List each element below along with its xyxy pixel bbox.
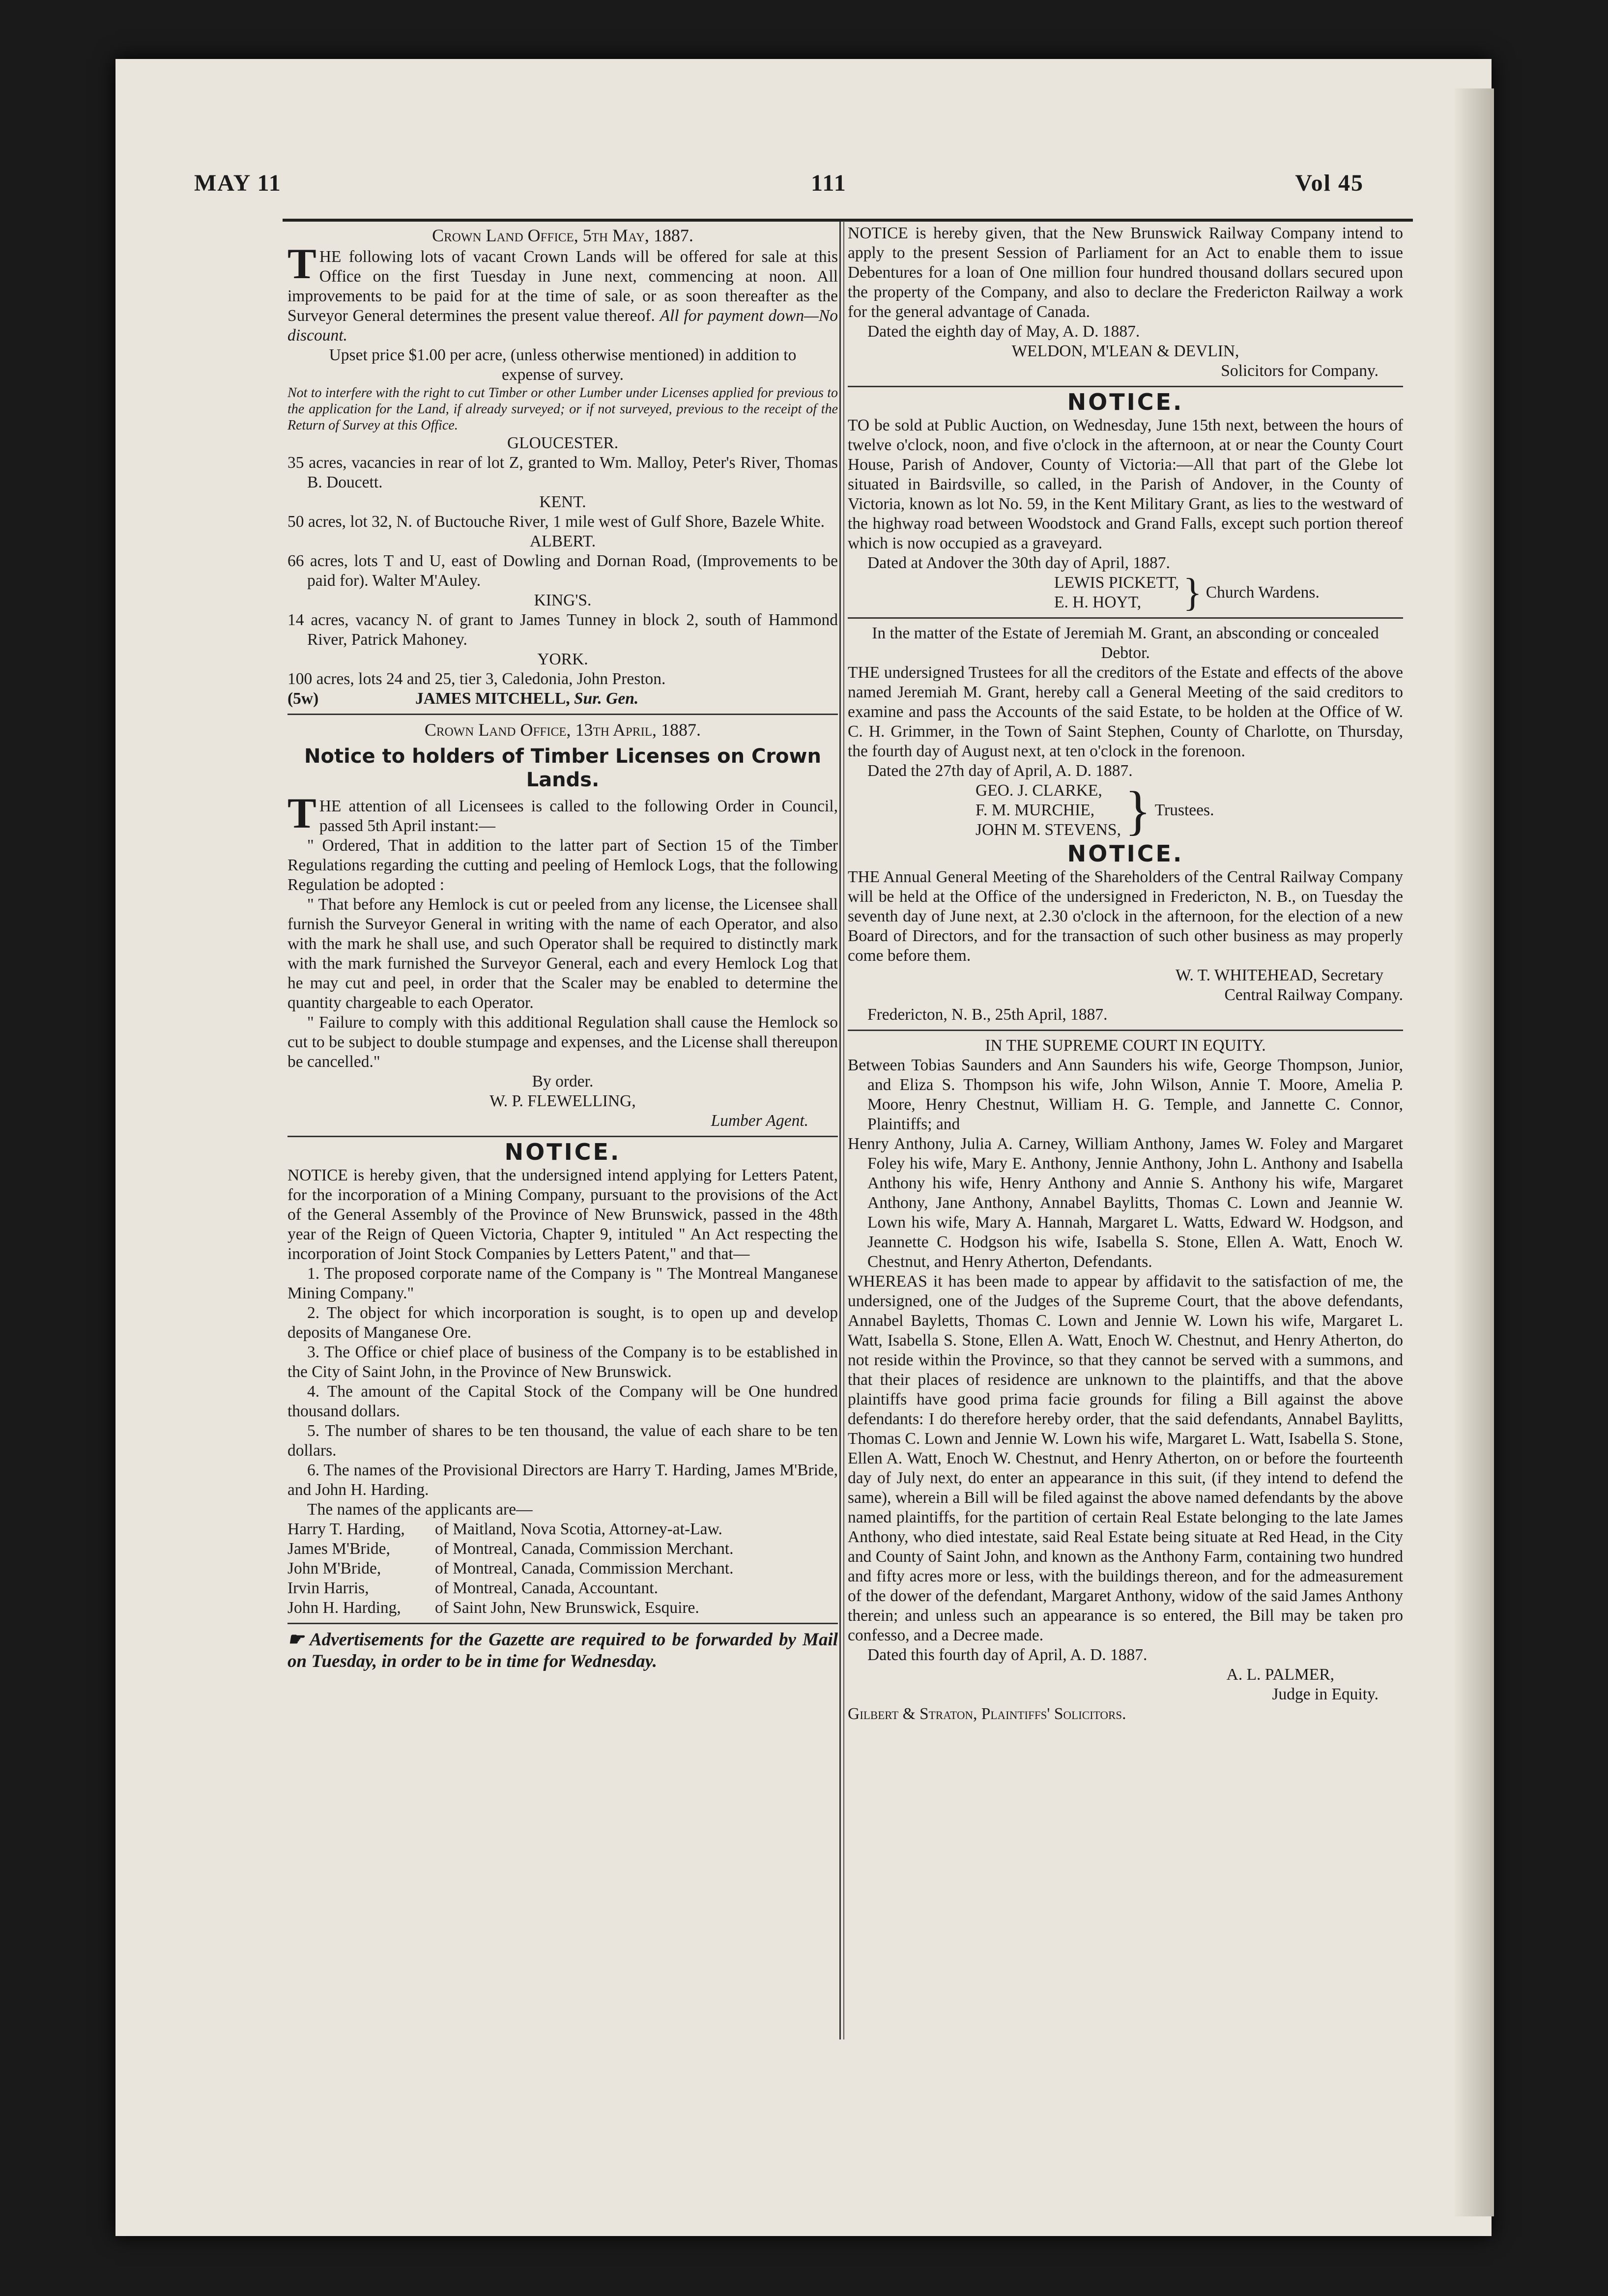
section-rule [848,1030,1403,1031]
timber-notice-signer: W. P. FLEWELLING, [489,1092,636,1110]
court-judge-name: A. L. PALMER, [1226,1665,1334,1684]
county-gloucester-text: 35 acres, vacancies in rear of lot Z, granted to Wm. Malloy, Peter's River, Thomas B. Doucett. [287,454,838,491]
timber-notice-order: By order. [532,1072,594,1091]
railway-notice-signer-title: Solicitors for Company. [1221,362,1378,380]
section-rule [287,714,838,715]
estate-heading: In the matter of the Estate of Jeremiah M. Grant, an absconding or concealed Debtor. [872,624,1379,662]
church-wardens-signature: LEWIS PICKETT, E. H. HOYT, } Church Wardens. [1054,571,1320,614]
header-rule [283,219,1413,222]
county-kent-name: KENT. [539,493,586,511]
county-york-name: YORK. [537,650,588,668]
auction-notice-dated: Dated at Andover the 30th day of April, 1887. [867,554,1170,572]
left-column [287,224,838,1672]
mining-item-4: 4. The amount of the Capital Stock of the Company will be One hundred thousand dollars. [287,1382,838,1420]
county-albert-name: ALBERT. [529,532,596,550]
court-dated: Dated this fourth day of April, A. D. 1887. [867,1646,1148,1664]
mining-item-6: 6. The names of the Provisional Directors are Harry T. Harding, James M'Bride, and John H. Harding. [287,1461,838,1499]
insertion-count: (5w) [287,689,319,708]
crown-office-1-signature [287,689,838,709]
railway-notice-p1: NOTICE is hereby given, that the New Brunswick Railway Company intend to apply to the present Session of Parliament for an Act to enable them to issue Debentures for a loan of One million four hundred thousand dollars secured upon the property of the Company, and also to declare the Fredericton Railway a work for the general advantage of Canada. [848,224,1403,321]
header-page-number: 111 [811,170,847,196]
signer-name: JAMES MITCHELL, [415,689,570,708]
crown-office-1-heading: Crown Land Office, 5th May, 1887. [432,226,693,245]
section-rule [287,1623,838,1624]
county-kings-text: 14 acres, vacancy N. of grant to James Tunney in block 2, south of Hammond River, Patrick Mahoney. [287,611,838,649]
auction-notice-heading: NOTICE. [1067,389,1184,415]
estate-notice-p1: THE undersigned Trustees for all the creditors of the Estate and effects of the above named Jeremiah M. Grant, hereby call a General Meeting of the said creditors to examine and pass the Accounts of the said Estate, to be holden at the Office of W. C. H. Grimmer, in the Town of Saint Stephen, County of Charlotte, on Thursday, the fourth day of August next, at ten o'clock in the forenoon. [848,663,1403,760]
court-solicitors: Gilbert & Straton, Plaintiffs' Solicitors. [848,1705,1126,1723]
section-rule [287,1136,838,1137]
header-date: MAY 11 [194,170,282,196]
railway-notice-dated: Dated the eighth day of May, A. D. 1887. [867,322,1140,341]
header-volume: Vol 45 [1295,170,1364,196]
timber-notice-title-line: Lumber Agent. [711,1112,808,1130]
timber-note: Not to interfere with the right to cut Timber or other Lumber under Licenses applied for previous to the application for the Land, if already surveyed; or if not surveyed, previous to the receipt of the Return of Survey at this Office. [287,385,838,433]
court-order-text: WHEREAS it has been made to appear by affidavit to the satisfaction of me, the undersigned, one of the Judges of the Supreme Court, that the above defendants, Annabel Bayletts, Thomas C. Lown and Jennie W. Lown his wife, Margaret L. Watt, Isabella S. Stone, Ellen A. Watt, Enoch W. Chestnut, and Henry Atherton, do not reside within the Province, so that they cannot be served with a summons, and that their places of residence are unknown to the plaintiffs, and that the above plaintiffs have good prima facie grounds for filing a Bill against the above defendants: I do therefore hereby order, that the said defendants, Annabel Baylitts, Thomas C. Lown and Jennie W. Lown his wife, Margaret L. Watt, Isabella S. Stone, Ellen A. Watt, Enoch W. Chestnut, and Henry Atherton, on or before the fourteenth day of July next, do enter an appearance in this suit, (if they intend to defend the same), wherein a Bill will be filed against the above named defendants by the above named plaintiffs, for the partition of certain Real Estate belonging to the late James Anthony, who died intestate, said Real Estate being situate at Red Head, in the City and County of Saint John, and known as the Anthony Farm, containing two hundred and fifty acres more or less, with the buildings thereon, and for the admeasurement of the dower of the defendant, Margaret Anthony, widow of the said James Anthony therein; and unless such an appearance is so entered, the Bill may be taken pro confesso, and a Decree made. [848,1272,1403,1644]
applicant-row: Harry T. Harding, of Maitland, Nova Scotia, Attorney-at-Law. [287,1520,722,1538]
mining-notice-heading: NOTICE. [504,1139,621,1165]
applicant-row: John M'Bride, of Montreal, Canada, Commission Merchant. [287,1559,734,1578]
railway-notice-signer: WELDON, M'LEAN & DEVLIN, [1011,342,1239,360]
county-york-text: 100 acres, lots 24 and 25, tier 3, Caledonia, John Preston. [287,670,666,688]
signer-title: Sur. Gen. [574,689,639,708]
mining-item-3: 3. The Office or chief place of business of the Company is to be established in the City of Saint John, in the Province of New Brunswick. [287,1343,838,1381]
mining-item-5: 5. The number of shares to be ten thousand, the value of each share to be ten dollars. [287,1422,838,1460]
column-divider [839,221,841,2039]
timber-notice-p2: " Ordered, That in addition to the latter part of Section 15 of the Timber Regulations regarding the cutting and peeling of Hemlock Logs, that the following Regulation be adopted : [287,836,838,894]
upset-price: Upset price $1.00 per acre, (unless otherwise mentioned) in addition to expense of survey. [329,346,797,384]
court-defendants: Henry Anthony, Julia A. Carney, William Anthony, James W. Foley and Margaret Foley his wife, Mary E. Anthony, Jennie Anthony, John L. Anthony and Isabella Anthony his wife, Henry Anthony and Annie S. Anthony his wife, Margaret Anthony, Jane Anthony, Annabel Baylitts, Thomas C. Lown and Jeannie W. Lown his wife, Mary A. Hannah, Margaret L. Watts, Edward W. Hodgson, and Jeannette C. Hodgson his wife, Isabella S. Stone, Ellen A. Watt, Enoch W. Chestnut, and Henry Atherton, Defendants. [848,1135,1403,1271]
court-plaintiffs: Between Tobias Saunders and Ann Saunders his wife, George Thompson, Junior, and Eliza S. Thompson his wife, John Wilson, Annie T. Moore, Amelia P. Moore, Henry Chestnut, William H. G. Temple, and Jannette C. Connor, Plaintiffs; and [848,1056,1403,1133]
county-gloucester-name: GLOUCESTER. [507,434,619,452]
mining-item-1: 1. The proposed corporate name of the Company is " The Montreal Manganese Mining Company." [287,1264,838,1302]
central-railway-heading: NOTICE. [1067,840,1184,867]
advertisement-notice: ☛ Advertisements for the Gazette are required to be forwarded by Mail on Tuesday, in order to be in time for Wednesday. [287,1630,838,1671]
timber-notice-p1: THE attention of all Licensees is called to the following Order in Council, passed 5th April instant:— [287,790,838,837]
pointing-hand-icon: ☛ [287,1630,310,1650]
central-railway-dated: Fredericton, N. B., 25th April, 1887. [867,1005,1108,1024]
column-divider-inner [843,221,844,2039]
applicants-intro: The names of the applicants are— [307,1500,533,1519]
central-railway-signer-title: Central Railway Company. [1224,986,1403,1004]
brace-icon: } [1124,780,1151,840]
section-rule [848,386,1403,387]
applicant-row: John H. Harding, of Saint John, New Brunswick, Esquire. [287,1599,699,1617]
mining-notice-p1: NOTICE is hereby given, that the undersigned intend applying for Letters Patent, for the incorporation of a Mining Company, pursuant to the provisions of the Act of the General Assembly of the Province of New Brunswick, passed in the 48th year of the Reign of Queen Victoria, Chapter 9, intituled " An Act respecting the incorporation of Joint Stock Companies by Letters Patent," and that— [287,1166,838,1263]
brace-icon: } [1183,571,1202,614]
timber-notice-title: Notice to holders of Timber Licenses on Crown Lands. [304,745,821,791]
court-heading: IN THE SUPREME COURT IN EQUITY. [985,1036,1266,1055]
county-kings-name: KING'S. [534,591,592,609]
right-column [848,224,1403,1724]
county-albert-text: 66 acres, lots T and U, east of Dowling and Dornan Road, (Improvements to be paid for). Walter M'Auley. [287,552,838,590]
section-rule [848,617,1403,619]
applicant-row: Irvin Harris, of Montreal, Canada, Accountant. [287,1579,658,1597]
page-header [194,170,1364,209]
page-spine [1455,88,1494,2216]
auction-notice-p1: TO be sold at Public Auction, on Wednesday, June 15th next, between the hours of twelve o'clock, noon, and five o'clock in the afternoon, at or near the County Court House, Parish of Andover, County of Victoria:—All that part of the Glebe lot situated in Bairdsville, so called, in the Parish of Andover, in the County of Victoria, known as lot No. 59, in the Kent Military Grant, as lies to the westward of the highway road between Woodstock and Grand Falls, except such portion thereof which is now occupied as a graveyard. [848,416,1403,552]
applicant-row: James M'Bride, of Montreal, Canada, Commission Merchant. [287,1540,734,1558]
court-judge-title: Judge in Equity. [1272,1685,1378,1703]
central-railway-signer: W. T. WHITEHEAD, Secretary [1176,966,1383,984]
central-railway-p1: THE Annual General Meeting of the Shareholders of the Central Railway Company will be held at the Office of the undersigned in Fredericton, N. B., on Tuesday the seventh day of June next, at 2.30 o'clock in the afternoon, for the election of a new Board of Directors, and for the transaction of such other business as may properly come before them. [848,868,1403,965]
estate-notice-dated: Dated the 27th day of April, A. D. 1887. [867,762,1133,780]
crown-office-2-heading: Crown Land Office, 13th April, 1887. [424,720,701,740]
mining-item-2: 2. The object for which incorporation is sought, is to open up and develop deposits of Manganese Ore. [287,1304,838,1342]
trustees-signature: GEO. J. CLARKE, F. M. MURCHIE, JOHN M. STEVENS, } Trustees. [976,780,1214,840]
timber-notice-p3: " That before any Hemlock is cut or peeled from any license, the Licensee shall furnish the Surveyor General in writing with the name of each Operator, and also with the mark he shall use, and such Operator shall be required to distinctly mark with the mark furnished the Surveyor General, each and every Hemlock Log that he may cut and peel, in order that the Scaler may be enabled to determine the quantity chargeable to each Operator. [287,895,838,1012]
timber-notice-p4: " Failure to comply with this additional Regulation shall cause the Hemlock so cut to be subject to double stumpage and expenses, and the License shall thereupon be cancelled." [287,1013,838,1071]
crown-office-1-intro: THE following lots of vacant Crown Lands will be offered for sale at this Office on the first Tuesday in June next, commencing at noon. All improvements to be paid for at the time of sale, or as soon thereafter as the Surveyor General determines the present value thereof. All for payment down—No discount. [287,240,838,344]
county-kent-text: 50 acres, lot 32, N. of Buctouche River, 1 mile west of Gulf Shore, Bazele White. [287,513,825,531]
